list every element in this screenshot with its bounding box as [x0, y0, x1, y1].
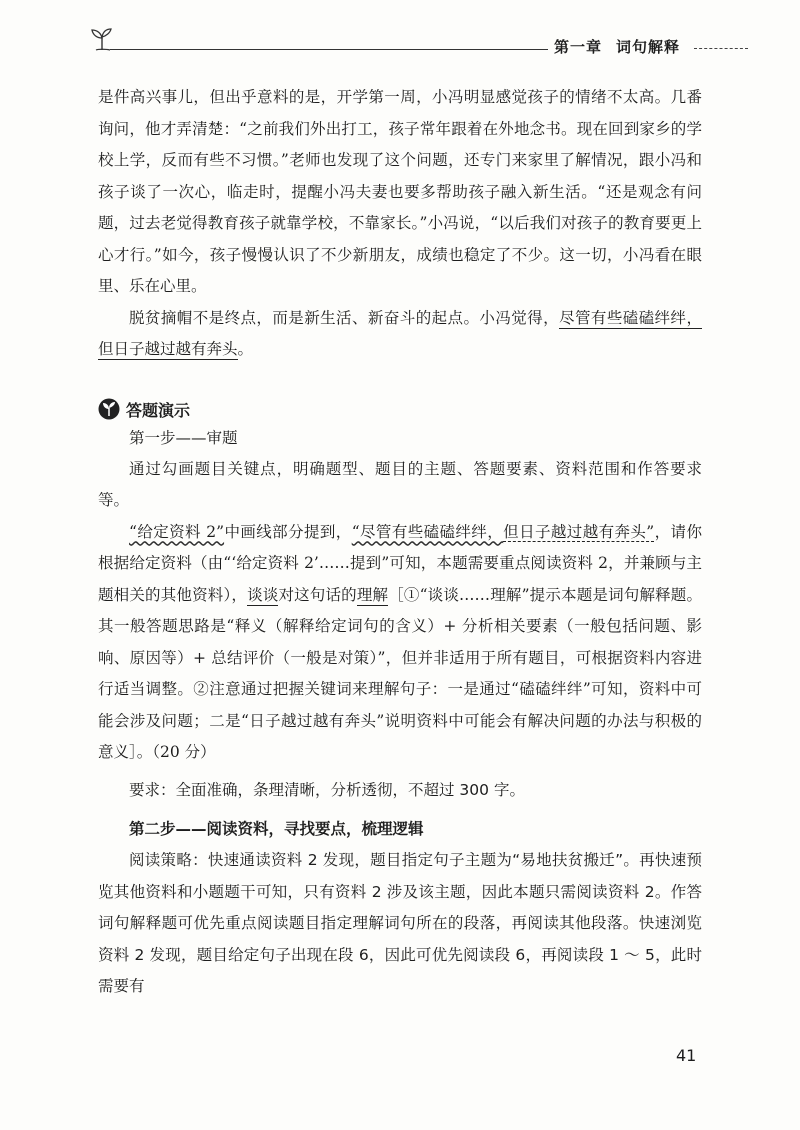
question-keyword-talk: 谈谈	[247, 585, 279, 604]
step2-text: 阅读策略：快速通读资料 2 发现，题目指定句子主题为“易地扶贫搬迁”。再快速预览其他资料和小题题干可知，只有资料 2 涉及该主题，因此本题只需阅读资料 2。作答词句解释题可优先重点阅读题目指定理解词句所在的段落，再阅读其他段落。快速浏览资料 2 发现，题目给定句子出现在段 6，因此可优先阅读段 6，再阅读段 1 ～ 5，此时需要有	[98, 851, 702, 995]
page-body	[98, 82, 702, 1003]
section-title: 答题演示	[126, 400, 191, 420]
header-rule	[110, 49, 548, 50]
section-heading	[98, 398, 702, 421]
step1-intro: 通过勾画题目关键点，明确题型、题目的主题、答题要素、资料范围和作答要求等。	[98, 459, 702, 509]
step1-title: 第一步——审题	[129, 428, 238, 447]
paragraph-conclusion: 脱贫摘帽不是终点，而是新生活、新奋斗的起点。小冯觉得，尽管有些磕磕绊绊，但日子越过越有奔头。	[98, 308, 702, 358]
step2-title: 第二步——阅读资料，寻找要点，梳理逻辑	[129, 820, 424, 838]
question-quote-part2: 但日子越过越有奔头”	[503, 522, 655, 541]
chapter-number: 第一章	[554, 38, 603, 56]
sprout-badge-icon	[98, 398, 120, 420]
chapter-title: 词句解释	[616, 38, 681, 56]
underlined-sentence: 尽管有些磕磕绊绊，但日子越过越有奔头	[98, 308, 702, 358]
page-header	[88, 28, 748, 58]
step1-question: “给定资料 2”中画线部分提到，“尽管有些磕磕绊绊，但日子越过越有奔头”，请你根据给定资料（由“‘给定资料 2’……提到”可知，本题需要重点阅读资料 2，并兼顾与主题相关的其他资料），谈谈对这句话的理解［①“谈谈……理解”提示本题是词句解释题。其一般答题思路是“释义（解释给定词句的含义）+ 分析相关要素（一般包括问题、影响、原因等）+ 总结评价（一般是对策）”，但并非适用于所有题目，可根据资料内容进行适当调整。②注意通过把握关键词来理解句子：一是通过“磕磕绊绊”可知，资料中可能会涉及问题；二是“日子越过越有奔头”说明资料中可能会有解决问题的办法与积极的意义］。（20 分）	[98, 522, 702, 761]
question-material-ref: “给定资料 2”	[129, 522, 225, 541]
question-keyword-understand: 理解	[356, 585, 389, 604]
header-dotted-rule	[694, 48, 748, 49]
chapter-heading	[554, 36, 694, 57]
page-number: 41	[676, 1046, 697, 1065]
question-quote-part1: “尽管有些磕磕绊绊，	[351, 522, 504, 541]
paragraph-continued: 是件高兴事儿，但出乎意料的是，开学第一周，小冯明显感觉孩子的情绪不太高。几番询问，他才弄清楚：“之前我们外出打工，孩子常年跟着在外地念书。现在回到家乡的学校上学，反而有些不习惯。”老师也发现了这个问题，还专门来家里了解情况，跟小冯和孩子谈了一次心，临走时，提醒小冯夫妻也要多帮助孩子融入新生活。“还是观念有问题，过去老觉得教育孩子就靠学校，不靠家长。”小冯说，“以后我们对孩子的教育要更上心才行。”如今，孩子慢慢认识了不少新朋友，成绩也稳定了不少。这一切，小冯看在眼里、乐在心里。	[98, 88, 702, 295]
step1-requirement: 要求：全面准确，条理清晰，分析透彻，不超过 300 字。	[129, 780, 525, 799]
